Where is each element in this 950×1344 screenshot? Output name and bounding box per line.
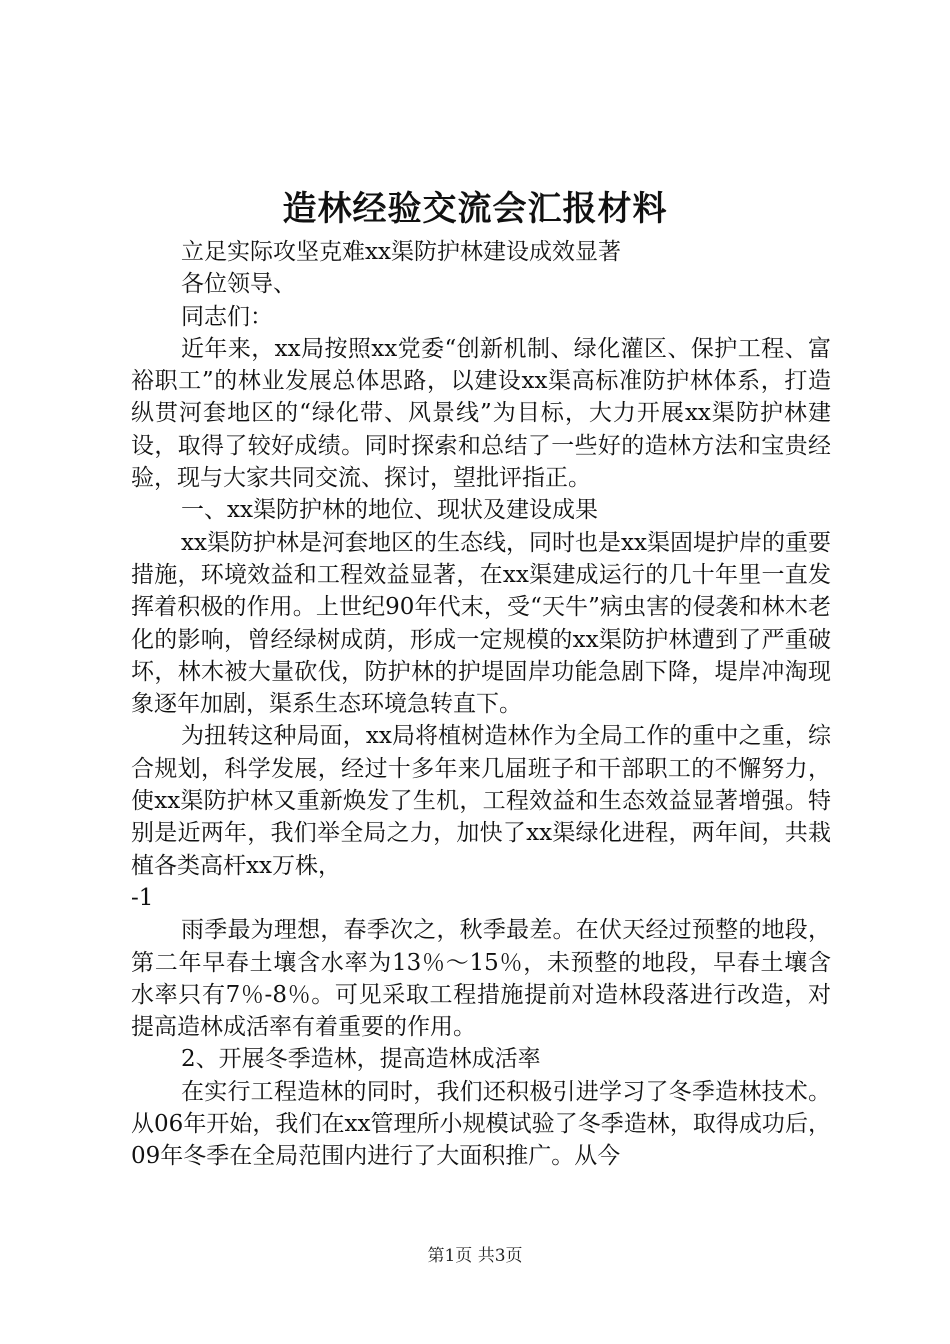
- document-title: 造林经验交流会汇报材料: [282, 189, 668, 229]
- salutation-comrades: 同志们：: [181, 303, 273, 330]
- paragraph-status: xx渠防护林是河套地区的生态线，同时也是xx渠固堤护岸的重要措施，环境效益和工程效益显著，在xx渠建成运行的几十年里一直发挥着积极的作用。上世纪90年代末，受“天牛”病虫害的侵袭和林木老化的影响，曾经绿树成荫，形成一定规模的xx渠防护林遭到了严重破坏，林木被大量砍伐，防护林的护堤固岸功能急剧下降，堤岸冲淘现象逐年加剧，渠系生态环境急转直下。: [131, 529, 831, 718]
- page-marker: -1: [131, 884, 154, 911]
- section-heading-2: 2、开展冬季造林，提高造林成活率: [181, 1046, 541, 1073]
- paragraph-winter-planting: 在实行工程造林的同时，我们还积极引进学习了冬季造林技术。从06年开始，我们在xx管理所小规模试验了冬季造林，取得成功后，09年冬季在全局范围内进行了大面积推广。从今: [131, 1078, 831, 1170]
- paragraph-intro: 近年来，xx局按照xx党委“创新机制、绿化灌区、保护工程、富裕职工”的林业发展总体思路，以建设xx渠高标准防护林体系，打造纵贯河套地区的“绿化带、风景线”为目标，大力开展xx渠防护林建设，取得了较好成绩。同时探索和总结了一些好的造林方法和宝贵经验，现与大家共同交流、探讨，望批评指正。: [131, 335, 831, 492]
- paragraph-achievements: 为扭转这种局面，xx局将植树造林作为全局工作的重中之重，综合规划，科学发展，经过十多年来几届班子和干部职工的不懈努力，使xx渠防护林又重新焕发了生机，工程效益和生态效益显著增强。特别是近两年，我们举全局之力，加快了xx渠绿化进程，两年间，共栽植各类高杆xx万株，: [131, 723, 831, 879]
- paragraph-soil-moisture: 雨季最为理想，春季次之，秋季最差。在伏天经过预整的地段，第二年早春土壤含水率为13％～15％，未预整的地段，早春土壤含水率只有7％-8％。可见采取工程措施提前对造林段落进行改造，对提高造林成活率有着重要的作用。: [131, 917, 831, 1041]
- salutation-leaders: 各位领导、: [181, 271, 296, 298]
- section-heading-1: 一、xx渠防护林的地位、现状及建设成果: [181, 497, 598, 524]
- subtitle: 立足实际攻坚克难xx渠防护林建设成效显著: [181, 239, 621, 265]
- page-footer: 第1页 共3页: [427, 1246, 523, 1266]
- document-body: [131, 236, 831, 1173]
